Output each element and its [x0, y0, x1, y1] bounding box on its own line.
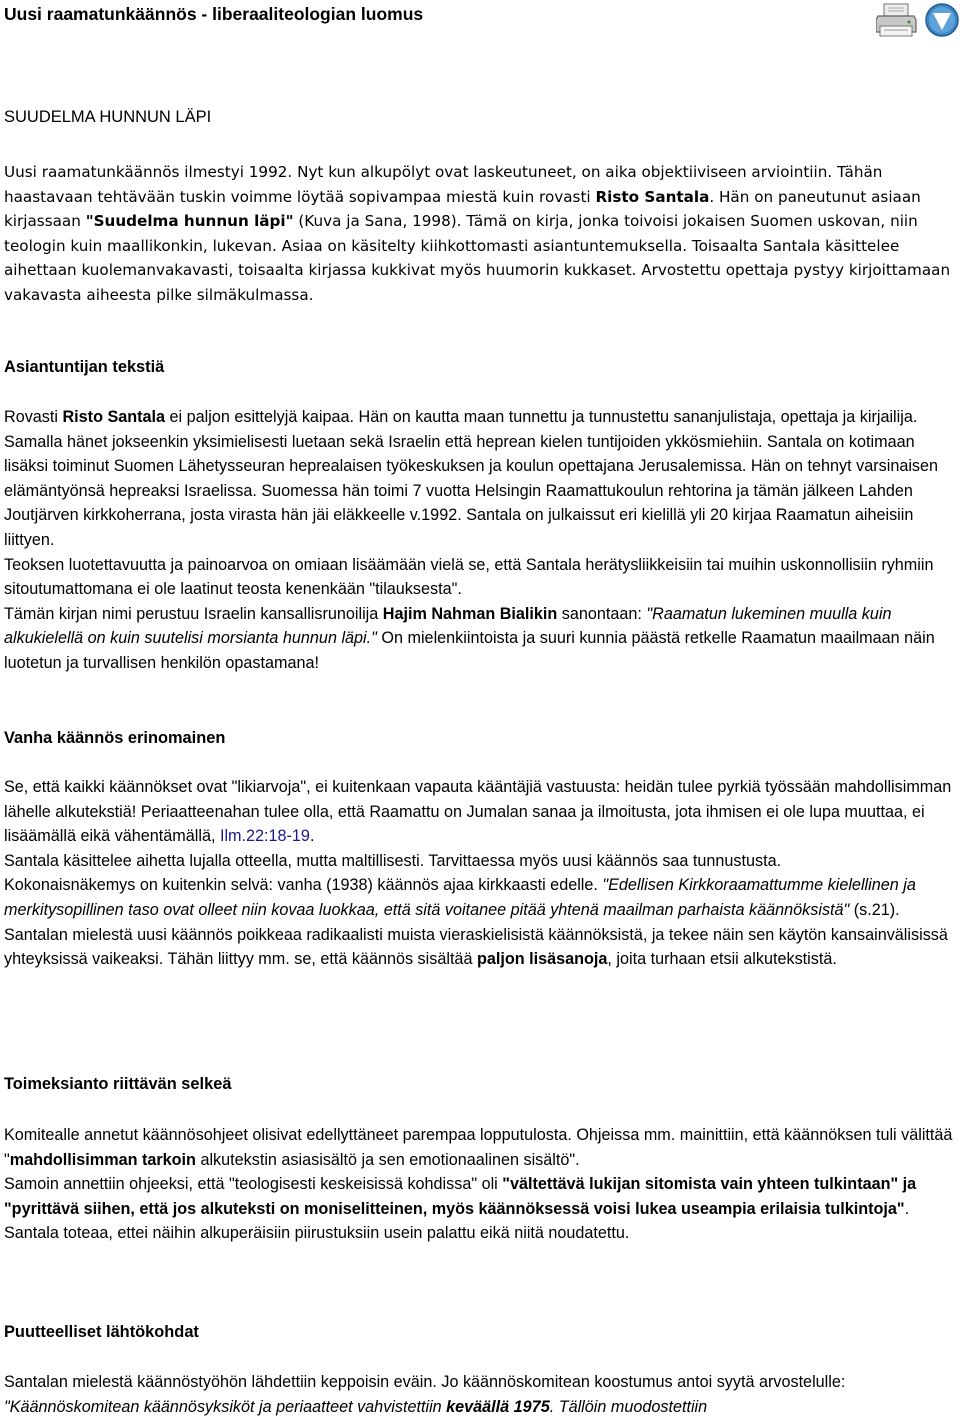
quote: "Edellisen Kirkkoraamattumme kielellinen ja merkitysopillinen taso ovat olleet niin kovaa luokkaa, että sitä voitanee pitää yhtenä maailman parhaista käännöksistä" [4, 876, 916, 919]
text: . Santala toteaa, ettei näihin alkuperäisiin piirustuksiin usein palattu eikä niitä noudatettu. [4, 1199, 910, 1243]
section-4-body [4, 1370, 956, 1419]
paragraph [4, 923, 956, 972]
intro-paragraph [4, 160, 956, 308]
text: , joita turhaan etsii alkutekstistä. [607, 950, 837, 969]
emphasis: mahdollisimman tarkoin [9, 1150, 196, 1169]
intro-text-1: Uusi raamatunkäännös ilmestyi 1992. Nyt kun alkupölyt ovat laskeutuneet, on aika objektiiviseen arviointiin. Tähän haastavaan tehtävään tuskin voimme löytää sopivampaa miestä kuin rovasti [4, 163, 883, 206]
paragraph [4, 1172, 956, 1246]
quote: "Käännöskomitean käännösyksiköt ja periaatteet vahvistettiin [4, 1397, 447, 1416]
text: On mielenkiintoista ja suuri kunnia päästä retkelle Raamatun maailmaan näin luotetun ja turvallisen henkilön opastamana! [4, 629, 935, 672]
section-1-body [4, 405, 956, 676]
text: alkutekstin asiasisältö ja sen emotionaalinen sisältö". [195, 1150, 580, 1169]
quote: "Raamatun lukeminen muulla kuin alkukielellä on kuin suutelisi morsianta hunnun läpi." [4, 604, 892, 648]
paragraph: Teoksen luotettavuutta ja painoarvoa on omiaan lisäämään vielä se, että Santala herätysliikkeisiin tai muihin uskonnollisiin ryhmiin sitoutumattomana ei ole laatinut teosta kenenkään "tilauksesta". [4, 555, 934, 599]
paragraph [4, 602, 956, 676]
paragraph: Santala käsittelee aihetta lujalla otteella, mutta maltillisesti. Tarvittaessa myös uusi käännös saa tunnustusta. [4, 851, 782, 870]
text: Se, että kaikki käännökset ovat "likiarvoja", ei kuitenkaan vapauta kääntäjiä vastuusta: heidän tulee pyrkiä työssään mahdollisimman lähelle alkutekstiä! Periaatteenahan tulee olla, että Raamattu on Jumalan sanaa ja ilmoitusta, jota ihmisen ei ole lupa muuttaa, ei lisäämällä eikä vähentämällä, [4, 778, 952, 846]
text: Rovasti [4, 408, 63, 426]
text: Santalan mielestä käännöstyöhön lähdettiin keppoisin eväin. Jo käännöskomitean koostumus antoi syytä arvostelulle: [4, 1373, 846, 1391]
intro-text-3: (Kuva ja Sana, 1998). Tämä on kirja, jonka toivoisi jokaisen Suomen uskovan, niin teologin kuin maallikonkin, lukevan. Asiaa on käsitelty kiihkottomasti asiantuntemuksella. Toisaalta Santala käsittelee aihettaan kuolemanvakavasti, toisaalta kirjassa kukkivat myös huumorin kukkaset. Arvostettu opettaja pystyy kirjoittamaan vakavasta aiheesta pilke silmäkulmassa. [4, 212, 951, 304]
text: sanontaan: [557, 604, 647, 623]
section-3-body [4, 1123, 956, 1246]
article-heading: SUUDELMA HUNNUN LÄPI [4, 108, 212, 126]
emphasis: keväällä 1975 [446, 1397, 550, 1416]
text: Tämän kirjan nimi perustuu Israelin kansallisrunoilija [4, 604, 383, 623]
paragraph [4, 405, 956, 553]
text: Santalan mielestä uusi käännös poikkeaa radikaalisti muista vieraskielisistä käännöksistä, ja tekee näin sen käytön kansainvälisissä yhteyksissä vaikeaksi. Tähän liittyy mm. se, että käännös sisältää [4, 925, 948, 969]
section-title: Asiantuntijan tekstiä [4, 358, 165, 376]
bible-reference-link[interactable]: Ilm.22:18-19 [219, 827, 310, 846]
printer-icon[interactable] [876, 4, 916, 36]
section-title: Vanha käännös erinomainen [4, 729, 226, 747]
section-2-body [4, 775, 956, 972]
author-name: Risto Santala [595, 187, 710, 206]
paragraph [4, 873, 956, 922]
author-name: Risto Santala [62, 408, 166, 426]
text: . [309, 827, 315, 846]
text: ei paljon esittelyjä kaipaa. Hän on kautta maan tunnettu ja tunnustettu sananjulistaja, opettaja ja kirjailija. Samalla hänet jokseenkin yksimielisesti luetaan sekä Israelin että heprean kielen tuntijoiden ykkösmiehiin. Santala on kotimaan lisäksi toiminut Suomen Lähetysseuran heprealaisen työkeskuksen ja koulun opettajana Jerusalemissa. Hän on tehnyt varsinaisen elämäntyönsä hepreaksi Israelissa. Suomessa hän toimi 7 vuotta Helsingin Raamattukoulun rehtorina ja tämän jälkeen Lahden Joutjärven kirkkoherrana, josta virasta hän jäi eläkkeelle v.1992. Santala on julkaissut eri kielillä yli 20 kirjaa Raamatun aiheisiin liittyen. [4, 408, 939, 549]
poet-name: Hajim Nahman Bialikin [382, 604, 558, 623]
book-title: "Suudelma hunnun läpi" [85, 212, 294, 231]
intro-text-2: . Hän on paneutunut asiaan kirjassaan [4, 187, 921, 231]
page-title: Uusi raamatunkäännös - liberaaliteologian luomus [4, 4, 424, 24]
toolbar-icons [876, 2, 960, 40]
text: (s.21). [849, 900, 900, 919]
text: Samoin annettiin ohjeeksi, että "teologisesti keskeisissä kohdissa" oli [4, 1175, 503, 1194]
emphasis: "vältettävä lukijan sitomista vain yhteen tulkintaan" ja "pyrittävä siihen, että jos alkuteksti on moniselitteinen, myös käännöksessä voisi lukea useampia erilaisia tulkintoja" [4, 1175, 917, 1218]
section-title: Puutteelliset lähtökohdat [4, 1323, 199, 1341]
paragraph [4, 1123, 956, 1172]
section-title: Toimeksianto riittävän selkeä [4, 1075, 232, 1093]
text: Komitealle annetut käännösohjeet olisivat edellyttäneet parempaa lopputulosta. Ohjeissa mm. mainittiin, että käännöksen tuli välittää " [4, 1126, 953, 1169]
text: Kokonaisnäkemys on kuitenkin selvä: vanha (1938) käännös ajaa kirkkaasti edelle. [4, 876, 603, 895]
quote: . Tällöin muodostettiin [549, 1397, 708, 1416]
emphasis: paljon lisäsanoja [476, 950, 608, 969]
paragraph [4, 775, 956, 849]
down-arrow-icon[interactable] [926, 4, 958, 36]
paragraph [4, 1370, 956, 1419]
